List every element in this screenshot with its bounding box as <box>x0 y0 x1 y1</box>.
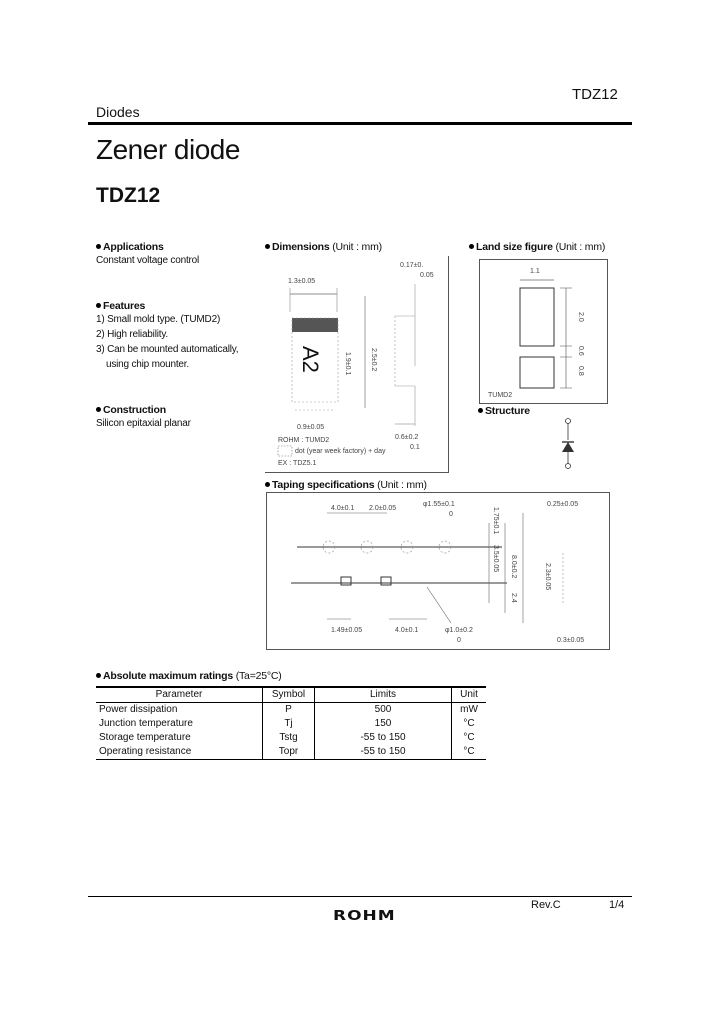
dimensions-figure <box>265 256 449 473</box>
table-cell: Junction temperature <box>99 718 193 729</box>
feature-item: 3) Can be mounted automatically, <box>96 344 239 355</box>
dim-label: 1.9±0.1 <box>344 352 351 376</box>
example-caption: EX : TDZ5.1 <box>278 460 317 467</box>
column-header: Symbol <box>263 687 315 703</box>
zener-diode-symbol-icon <box>556 414 580 474</box>
dim-label: 2.5±0.2 <box>370 348 377 372</box>
table-cell: °C <box>452 731 487 745</box>
table-cell: 150 <box>315 717 452 731</box>
tape-label: φ1.55±0.1 <box>423 501 455 508</box>
column-header: Unit <box>452 687 487 703</box>
feature-item: using chip mounter. <box>106 359 189 370</box>
structure-heading: Structure <box>478 405 530 417</box>
table-cell: mW <box>452 703 487 718</box>
table-row <box>96 731 486 745</box>
bullet-icon <box>265 244 270 249</box>
ratings-table <box>96 686 486 760</box>
header-part-number: TDZ12 <box>572 86 618 103</box>
table-row <box>96 703 486 718</box>
construction-section <box>96 404 266 431</box>
table-cell: Tstg <box>263 731 315 745</box>
bullet-icon <box>469 244 474 249</box>
land-label-gap: 0.6 <box>577 346 584 356</box>
features-section <box>96 300 266 372</box>
applications-section <box>96 241 266 268</box>
land-label-pad: 2.0 <box>577 312 584 322</box>
tape-label: 4.0±0.1 <box>395 627 419 634</box>
bullet-icon <box>96 673 101 678</box>
tape-label: 4.0±0.1 <box>331 505 355 512</box>
dim-label: 0.17±0. <box>400 262 424 269</box>
table-cell: -55 to 150 <box>315 745 452 760</box>
feature-item: 2) High reliability. <box>96 329 168 340</box>
table-cell: -55 to 150 <box>315 731 452 745</box>
tape-label: φ1.0±0.2 <box>445 627 473 634</box>
table-cell: Power dissipation <box>99 704 178 715</box>
land-label-width: 1.1 <box>530 268 540 275</box>
land-drawing <box>480 260 607 403</box>
ratings-heading: Absolute maximum ratings (Ta=25°C) <box>96 670 282 682</box>
tape-label: 0 <box>449 511 453 518</box>
tape-label: 2.4 <box>510 593 517 603</box>
tape-label: 2.3±0.05 <box>544 563 551 591</box>
bullet-icon <box>265 482 270 487</box>
part-number: TDZ12 <box>96 184 161 207</box>
tape-label: 1.49±0.05 <box>331 627 363 634</box>
land-package: TUMD2 <box>488 392 513 399</box>
dim-label: 0.1 <box>410 444 420 451</box>
land-heading: Land size figure (Unit : mm) <box>469 241 605 253</box>
bullet-icon <box>96 244 101 249</box>
table-row <box>96 745 486 760</box>
footer-rule <box>88 896 632 897</box>
features-heading: Features <box>96 300 266 312</box>
table-cell: Topr <box>263 745 315 760</box>
table-cell: Storage temperature <box>99 732 191 743</box>
column-header: Limits <box>315 687 452 703</box>
header-category: Diodes <box>96 104 140 120</box>
dim-label: 1.3±0.05 <box>288 278 316 285</box>
land-label-pad-low: 0.8 <box>577 366 584 376</box>
bullet-icon <box>96 303 101 308</box>
dim-label: 0.6±0.2 <box>395 434 419 441</box>
dot-caption: dot (year week factory) + day <box>295 448 386 455</box>
bullet-icon <box>96 407 101 412</box>
column-header: Parameter <box>96 687 263 703</box>
dimensions-heading: Dimensions (Unit : mm) <box>265 241 382 253</box>
table-cell: °C <box>452 717 487 731</box>
table-cell: 500 <box>315 703 452 718</box>
table-header-row <box>96 687 486 703</box>
table-row <box>96 717 486 731</box>
package-caption: ROHM : TUMD2 <box>278 437 330 444</box>
rohm-logo: ROHM <box>333 908 396 924</box>
table-cell: Operating resistance <box>96 745 263 760</box>
tape-label: 0 <box>457 637 461 644</box>
marking-text: A2 <box>298 346 323 373</box>
page-title: Zener diode <box>96 134 240 165</box>
dim-label: 0.05 <box>420 272 434 279</box>
construction-item: Silicon epitaxial planar <box>96 418 191 429</box>
taping-drawing <box>267 493 609 649</box>
tape-label: 0.25±0.05 <box>547 501 579 508</box>
tape-label: 3.5±0.05 <box>492 545 499 573</box>
tape-label: 1.75±0.1 <box>492 507 499 535</box>
land-figure <box>479 259 608 404</box>
table-cell: P <box>263 703 315 718</box>
table-cell: °C <box>452 745 487 760</box>
taping-heading: Taping specifications (Unit : mm) <box>265 479 427 491</box>
construction-heading: Construction <box>96 404 266 416</box>
applications-heading: Applications <box>96 241 266 253</box>
table-cell: Tj <box>263 717 315 731</box>
applications-item: Constant voltage control <box>96 255 200 266</box>
tape-label: 8.0±0.2 <box>510 555 517 579</box>
header-rule <box>88 122 632 125</box>
tape-label: 2.0±0.05 <box>369 505 397 512</box>
tape-label: 0.3±0.05 <box>557 637 585 644</box>
revision: Rev.C <box>531 899 561 911</box>
bullet-icon <box>478 408 483 413</box>
feature-item: 1) Small mold type. (TUMD2) <box>96 314 221 325</box>
taping-figure <box>266 492 610 650</box>
dim-label: 0.9±0.05 <box>297 424 325 431</box>
page-number: 1/4 <box>609 899 625 911</box>
